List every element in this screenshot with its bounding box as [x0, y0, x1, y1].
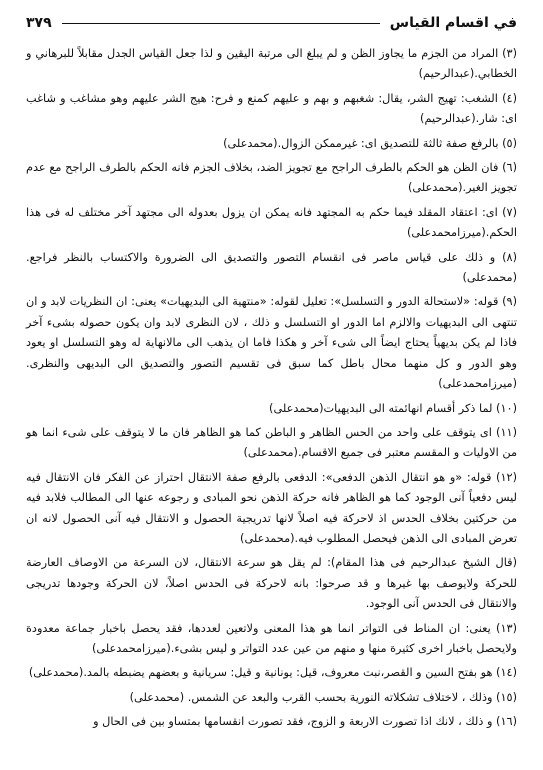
footnote-6: (٦) فان الظن هو الحكم بالطرف الراجح مع تجويز الضد، بخلاف الجزم فانه الحكم بالطرف الراجح مع عدم تجويز الغير.(محمدعلى): [26, 161, 517, 195]
footnote-11: (١١) اى يتوقف على واحد من الحس الظاهر و الباطن كما هو الظاهر فان ما لا يتوقف على شىء انما هو من الاوليات و المقسم معتبر فى جميع الاقسام.(محمدعلى): [26, 425, 517, 460]
footnote-13: (١٣) يعنى: ان المناط فى التواتر انما هو هذا المعنى ولاتعين لعددها، فقد يحصل باخبار جماعة معدودة ولايحصل باخبار اخرى كثيرة منها و منهم من عين عدد التواتر و ليس بشىء.(ميرزامحمدعلى): [26, 621, 517, 655]
footnote-12-addendum: (قال الشيخ عبدالرحيم فى هذا المقام): لم يقل هو سرعة الانتقال، لان السرعة من الاوصاف العارضة للحركة ولايوصف بها غيرها و قد صرحوا: بانه لاحركة فى الحدس اصلاً، لان الحركة وجودها تدريجى والانتقال فى الحدس آنى الوجود.: [26, 556, 517, 611]
footnote-16: (١٦) و ذلك ، لانك اذا تصورت الاربعة و الزوج، فقد تصورت انقسامها بمتساو بين فى الحال و: [93, 715, 517, 729]
header-rule: [62, 23, 380, 24]
footnote-12: (١٢) قوله: «و هو انتقال الذهن الدفعى»: الدفعى بالرفع صفة الانتقال احتراز عن الفكر فان الانتقال فيه ليس دفعياً آنى الوجود كما هو الظاهر فانه حركة الذهن نحو المبادى و رجوعه عنها الى المطالب فلابد فيه من حركتين بخلاف الحدس اذ لاحركة فيه اصلاً لانها تدريجية الحصول و الانتقال فيه آنى الحصول لانه ان تعرض المبادى الى الذهن فيحصل المطلوب فيه.(محمدعلى): [26, 470, 517, 545]
footnote-4: (٤) الشغب: تهيج الشر، يقال: شغبهم و بهم و عليهم كمنع و فرح: هيج الشر عليهم وهو مشاغب و شاغب اى: شار.(عبدالرحيم): [26, 91, 517, 126]
footnote-3: (٣) المراد من الجزم ما يجاوز الظن و لم يبلغ الى مرتبة اليقين و لذا جعل القياس الجدل مقابلاً للبرهاني و الخطابي.(عبدالرحيم): [26, 47, 517, 81]
page-number: ٣٧٩: [26, 15, 52, 31]
footnote-9: (٩) قوله: «لاستحالة الدور و التسلسل»: تعليل لقوله: «منتهية الى البديهيات» يعنى: ان النظريات لابد و ان تنتهى الى البديهيات والالزم اما الدور او التسلسل و ذلك ، لان النظرى لابد وان يكون حصوله بشىء آخر فاذا لم يكن بديهياً يحتاج ايضاً الى شىء آخر و هكذا فاما ان يذهب الى مالانهاية له وهو التسلسل او يعود وهو الدور و كل منهما محال باطل كما سبق فى تقسيم التصور والتصديق الى البديهى والنظرى.(ميرزامحمدعلى): [26, 295, 517, 391]
page-header: [26, 10, 517, 36]
footnote-7: (٧) اى: اعتقاد المقلد فيما حكم به المجتهد فانه يمكن ان يزول بعدوله الى مجتهد آخر مختلف له فى هذا الحكم.(ميرزامحمدعلى): [26, 205, 517, 240]
footnote-8: (٨) و ذلك على قياس ماصر فى انقسام التصور والتصديق الى الضرورة والاكتساب بالنظر فراجع.(محمدعلى): [26, 250, 517, 285]
footnote-14: (١٤) هو بفتح السين و القصر،نبت معروف، قيل: يونانية و قيل: سريانية و بعضهم يضبطه بالمد.(محمدعلى): [28, 666, 517, 680]
footnote-10: (١٠) لما ذكر أقسام انهائمته الى البديهيات(محمدعلى): [269, 401, 517, 415]
footnotes: [26, 44, 517, 733]
running-title: في اقسام القياس: [389, 15, 517, 31]
footnote-5: (٥) بالرفع صفة ثالثة للتصديق اى: غيرممكن الزوال.(محمدعلى): [223, 136, 517, 150]
footnote-15: (١٥) وذلك ، لاختلاف تشكلاته النورية بحسب القرب والبعد عن الشمس. (محمدعلى): [129, 690, 517, 704]
